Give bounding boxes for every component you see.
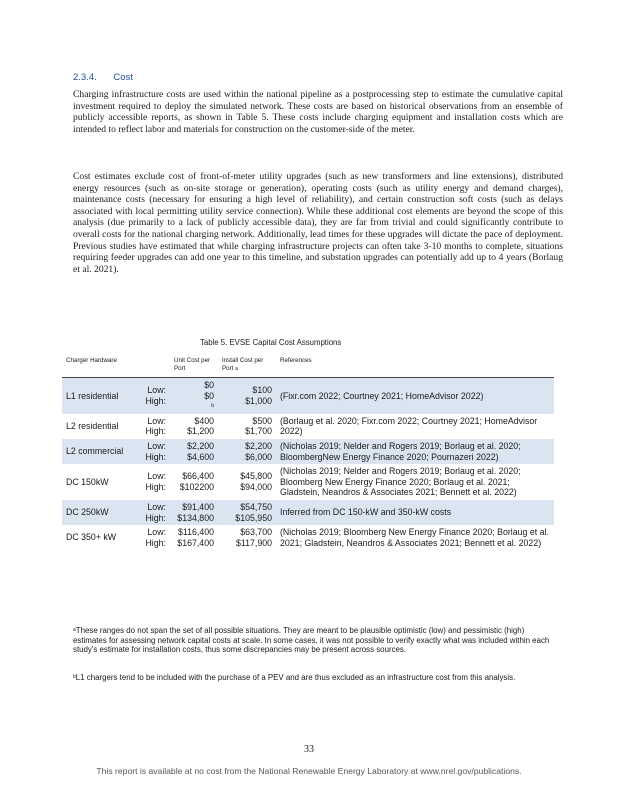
row-hardware: L2 commercial — [62, 439, 138, 464]
row-install-cost: $63,700 $117,900 — [235, 527, 272, 548]
row-range-labels: Low: High: — [145, 471, 166, 493]
row-unit-cost: $400 $1,200 — [187, 415, 214, 437]
row-install-cost: $500 $1,700 — [245, 415, 272, 437]
row-references: (Nicholas 2019; Nelder and Rogers 2019; Borlaug et al. 2020; BloombergNew Energy Finance 2020; Pournazeri 2022) — [276, 439, 554, 464]
table-row — [62, 439, 554, 464]
header-unit-cost: Unit Cost per Port — [170, 352, 218, 378]
footnote-a: $^a$These ranges do not span the set of all possible situations. They are meant to be plausible optimistic (low) and pessimistic (high) estimates for assessing network capital costs at scale. In some cases, it was not possible to verify exactly what was included within each study's estimate for installation costs, thus some discrepancies may be present across sources. — [73, 626, 550, 655]
paragraph-cost-intro: Charging infrastructure costs are used within the national pipeline as a postprocessing step to estimate the cumulative capital investment required to deploy the simulated network. These costs are based on historical observations from an ensemble of publicly accessible reports, as shown in Table 5. These costs include charging equipment and installation costs which are intended to reflect labor and materials for construction on the customer-side of the meter. — [73, 89, 563, 135]
table-caption: Table 5. EVSE Capital Cost Assumptions — [200, 338, 342, 347]
row-range-labels: Low: High: — [138, 500, 170, 525]
table-row — [62, 414, 554, 439]
row-unit-cost: $2,200 $4,600 — [170, 439, 218, 464]
paragraph-cost-exclusions: Cost estimates exclude cost of front-of-meter utility upgrades (such as new transformers and line extensions), distributed energy resources (such as on-site storage or generation), operating costs (such as utility energy and demand charges), maintenance costs (necessary for ensuring a high level of reliability), and certain construction soft costs (such as delays associated with local permitting utility service connection). While these additional cost elements are beyond the scope of this analysis (due primarily to a lack of publicly accessible data), they are far from trivial and could significantly contribute to overall costs for the national charging network. Additionally, lead times for these upgrades will dictate the pace of deployment. Previous studies have estimated that while charging infrastructure projects can often take 3-10 months to complete, situations requiring feeder upgrades can add one year to this timeline, and substation upgrades can potentially add up to 4 years (Borlaug et al. 2021). — [73, 171, 563, 275]
header-references: References — [276, 352, 554, 378]
row-unit-cost: $0 $0 $^b$ — [170, 378, 218, 414]
row-install-cost: $45,800 $94,000 — [240, 471, 272, 493]
row-unit-cost: $116,400 $167,400 — [177, 527, 214, 548]
row-unit-cost: $91,400 $134,800 — [170, 500, 218, 525]
row-range-labels: Low: High: — [145, 527, 166, 548]
page-number: 33 — [304, 744, 314, 755]
row-range-labels: Low: High: — [138, 378, 170, 414]
row-references: (Nicholas 2019; Nelder and Rogers 2019; Borlaug et al. 2020; Bloomberg New Energy Finance 2020; Borlaug et al. 2021; Gladstein, Neandros & Associates 2021; Bennett et al. 2022) — [280, 466, 521, 498]
section-heading — [73, 72, 133, 83]
section-title: Cost — [113, 72, 133, 83]
row-install-cost: $100 $1,000 — [218, 378, 276, 414]
page-footer: This report is available at no cost from the National Renewable Energy Laboratory at www.nrel.gov/publications. — [96, 766, 522, 776]
row-hardware: DC 350+ kW — [66, 532, 117, 543]
section-number: 2.3.4. — [73, 72, 97, 83]
row-hardware: DC 250kW — [62, 500, 138, 525]
evse-cost-table — [62, 352, 554, 550]
footnote-b: $^b$L1 chargers tend to be included with the purchase of a PEV and are thus excluded as an infrastructure cost from this analysis. — [73, 673, 516, 682]
row-hardware: L1 residential — [62, 378, 138, 414]
row-install-cost: $2,200 $6,000 — [218, 439, 276, 464]
row-references: (Fixr.com 2022; Courtney 2021; HomeAdvisor 2022) — [276, 378, 554, 414]
row-install-cost: $54,750 $105,950 — [218, 500, 276, 525]
table-row — [62, 525, 554, 550]
table-row — [62, 464, 554, 500]
table-row — [62, 378, 554, 414]
table-row — [62, 500, 554, 525]
header-install-cost: Install Cost per Port $^a$ — [218, 352, 276, 378]
row-references: (Nicholas 2019; Bloomberg New Energy Finance 2020; Borlaug et al. 2021; Gladstein, Neandros & Associates 2021; Bennett et al. 2022) — [280, 527, 549, 548]
row-unit-cost: $66,400 $102200 — [179, 471, 214, 493]
row-range-labels: Low: High: — [138, 439, 170, 464]
row-references: Inferred from DC 150-kW and 350-kW costs — [276, 500, 554, 525]
table-header-row — [62, 352, 554, 378]
header-hardware: Charger Hardware — [62, 352, 138, 378]
row-references: (Borlaug et al. 2020; Fixr.com 2022; Courtney 2021; HomeAdvisor 2022) — [280, 415, 538, 437]
row-range-labels: Low: High: — [145, 415, 166, 437]
row-hardware: DC 150kW — [66, 476, 109, 487]
header-spacer — [138, 352, 170, 378]
row-hardware: L2 residential — [66, 421, 119, 432]
